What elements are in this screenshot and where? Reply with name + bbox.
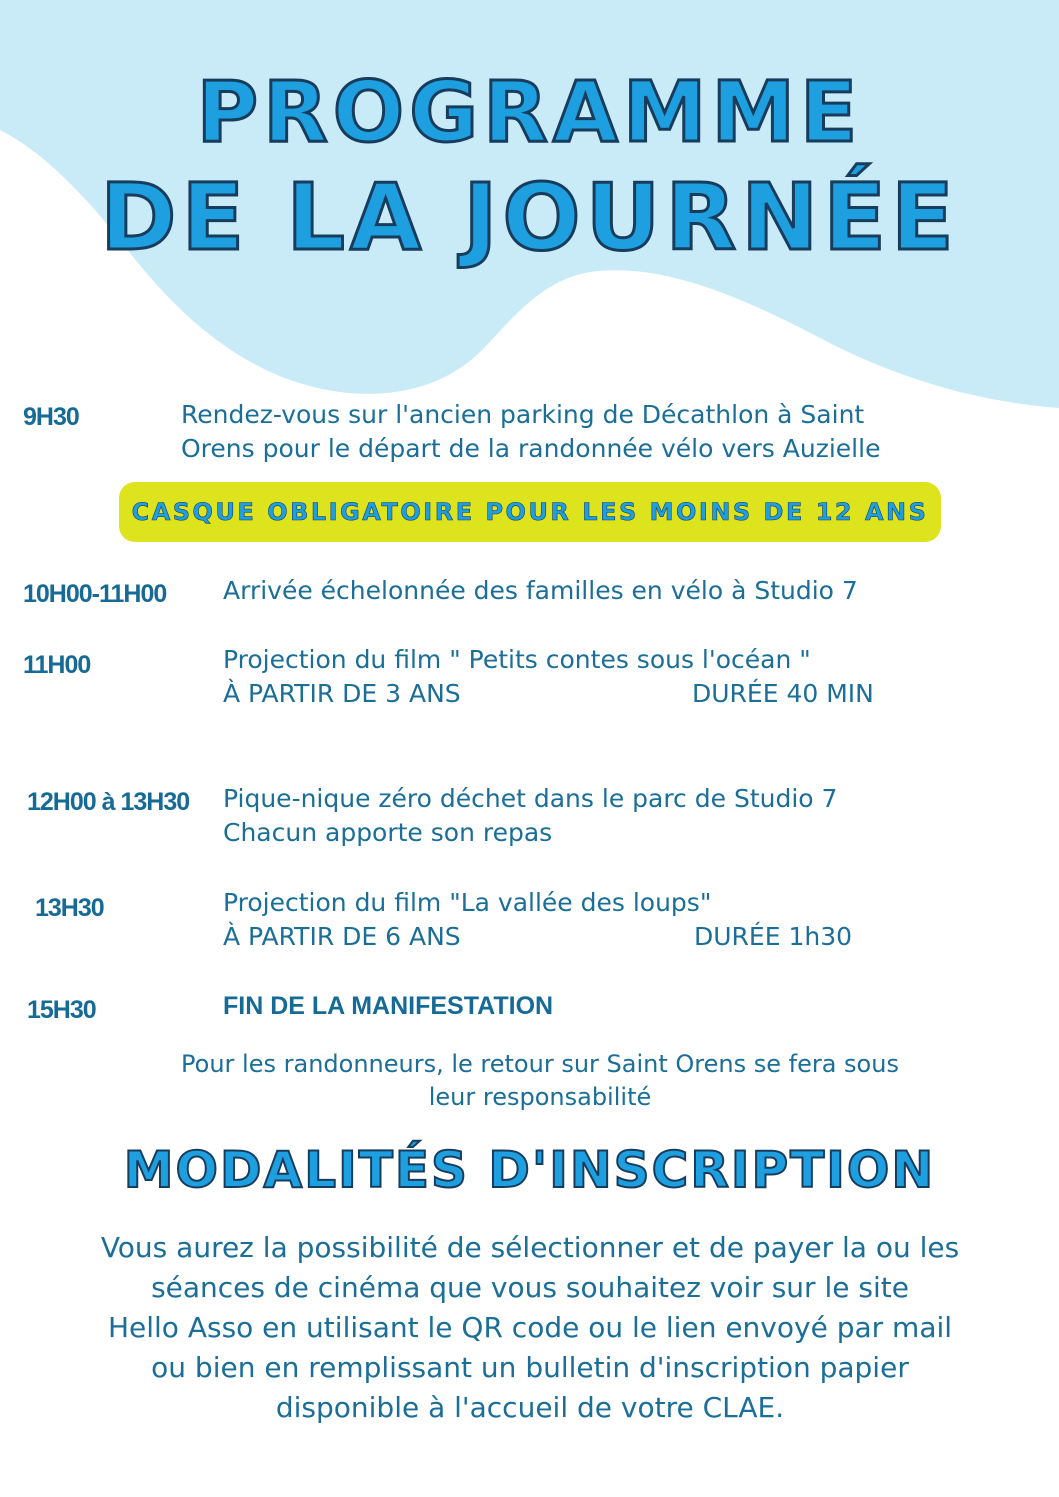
schedule-description (223, 574, 858, 608)
schedule-time: 9H30 (23, 403, 79, 431)
helmet-banner (119, 482, 941, 542)
description-line: Pique-nique zéro déchet dans le parc de Studio 7 (223, 784, 838, 813)
registration-line: Vous aurez la possibilité de sélectionner et de payer la ou les (100, 1231, 960, 1264)
note-line: Pour les randonneurs, le retour sur Saint Orens se fera sous (181, 1050, 899, 1078)
duration-label: DURÉE 40 MIN (692, 679, 874, 708)
film-details (223, 920, 923, 954)
schedule-description (181, 398, 880, 466)
page-title-line-2: DE LA JOURNÉE (100, 164, 959, 271)
schedule-description (223, 782, 837, 850)
description-line: Orens pour le départ de la randonnée vélo vers Auzielle (181, 434, 881, 463)
film-details (223, 677, 923, 711)
age-label: À PARTIR DE 3 ANS (223, 679, 461, 708)
registration-line: ou bien en remplissant un bulletin d'inscription papier (151, 1351, 909, 1384)
description-line: Projection du film "La vallée des loups" (223, 888, 712, 917)
schedule-description (223, 886, 923, 954)
duration-label: DURÉE 1h30 (694, 922, 853, 951)
page-title-line-1: PROGRAMME (196, 63, 863, 161)
schedule-time: 12H00 à 13H30 (27, 788, 190, 816)
description-line: Arrivée échelonnée des familles en vélo à Studio 7 (223, 576, 858, 605)
schedule-time: 11H00 (23, 651, 91, 679)
registration-line: Hello Asso en utilisant le QR code ou le lien envoyé par mail (107, 1311, 953, 1344)
schedule-time: 10H00-11H00 (23, 580, 167, 608)
end-label: FIN DE LA MANIFESTATION (223, 992, 554, 1020)
description-line: Rendez-vous sur l'ancien parking de Décathlon à Saint (181, 400, 865, 429)
schedule-time: 13H30 (35, 894, 104, 922)
registration-text (20, 1228, 1040, 1428)
age-label: À PARTIR DE 6 ANS (223, 922, 461, 951)
note-line: leur responsabilité (428, 1083, 652, 1111)
description-line: Projection du film " Petits contes sous l'océan " (223, 645, 811, 674)
return-note (60, 1048, 1020, 1114)
banner-text: CASQUE OBLIGATOIRE POUR LES MOINS DE 12 ANS (131, 498, 929, 526)
schedule-description (223, 989, 553, 1023)
registration-title: MODALITÉS D'INSCRIPTION (123, 1141, 936, 1199)
description-line: Chacun apporte son repas (223, 818, 553, 847)
schedule-time: 15H30 (27, 996, 96, 1024)
schedule-description (223, 643, 923, 711)
registration-line: séances de cinéma que vous souhaitez voir sur le site (151, 1271, 909, 1304)
registration-line: disponible à l'accueil de votre CLAE. (275, 1391, 785, 1424)
